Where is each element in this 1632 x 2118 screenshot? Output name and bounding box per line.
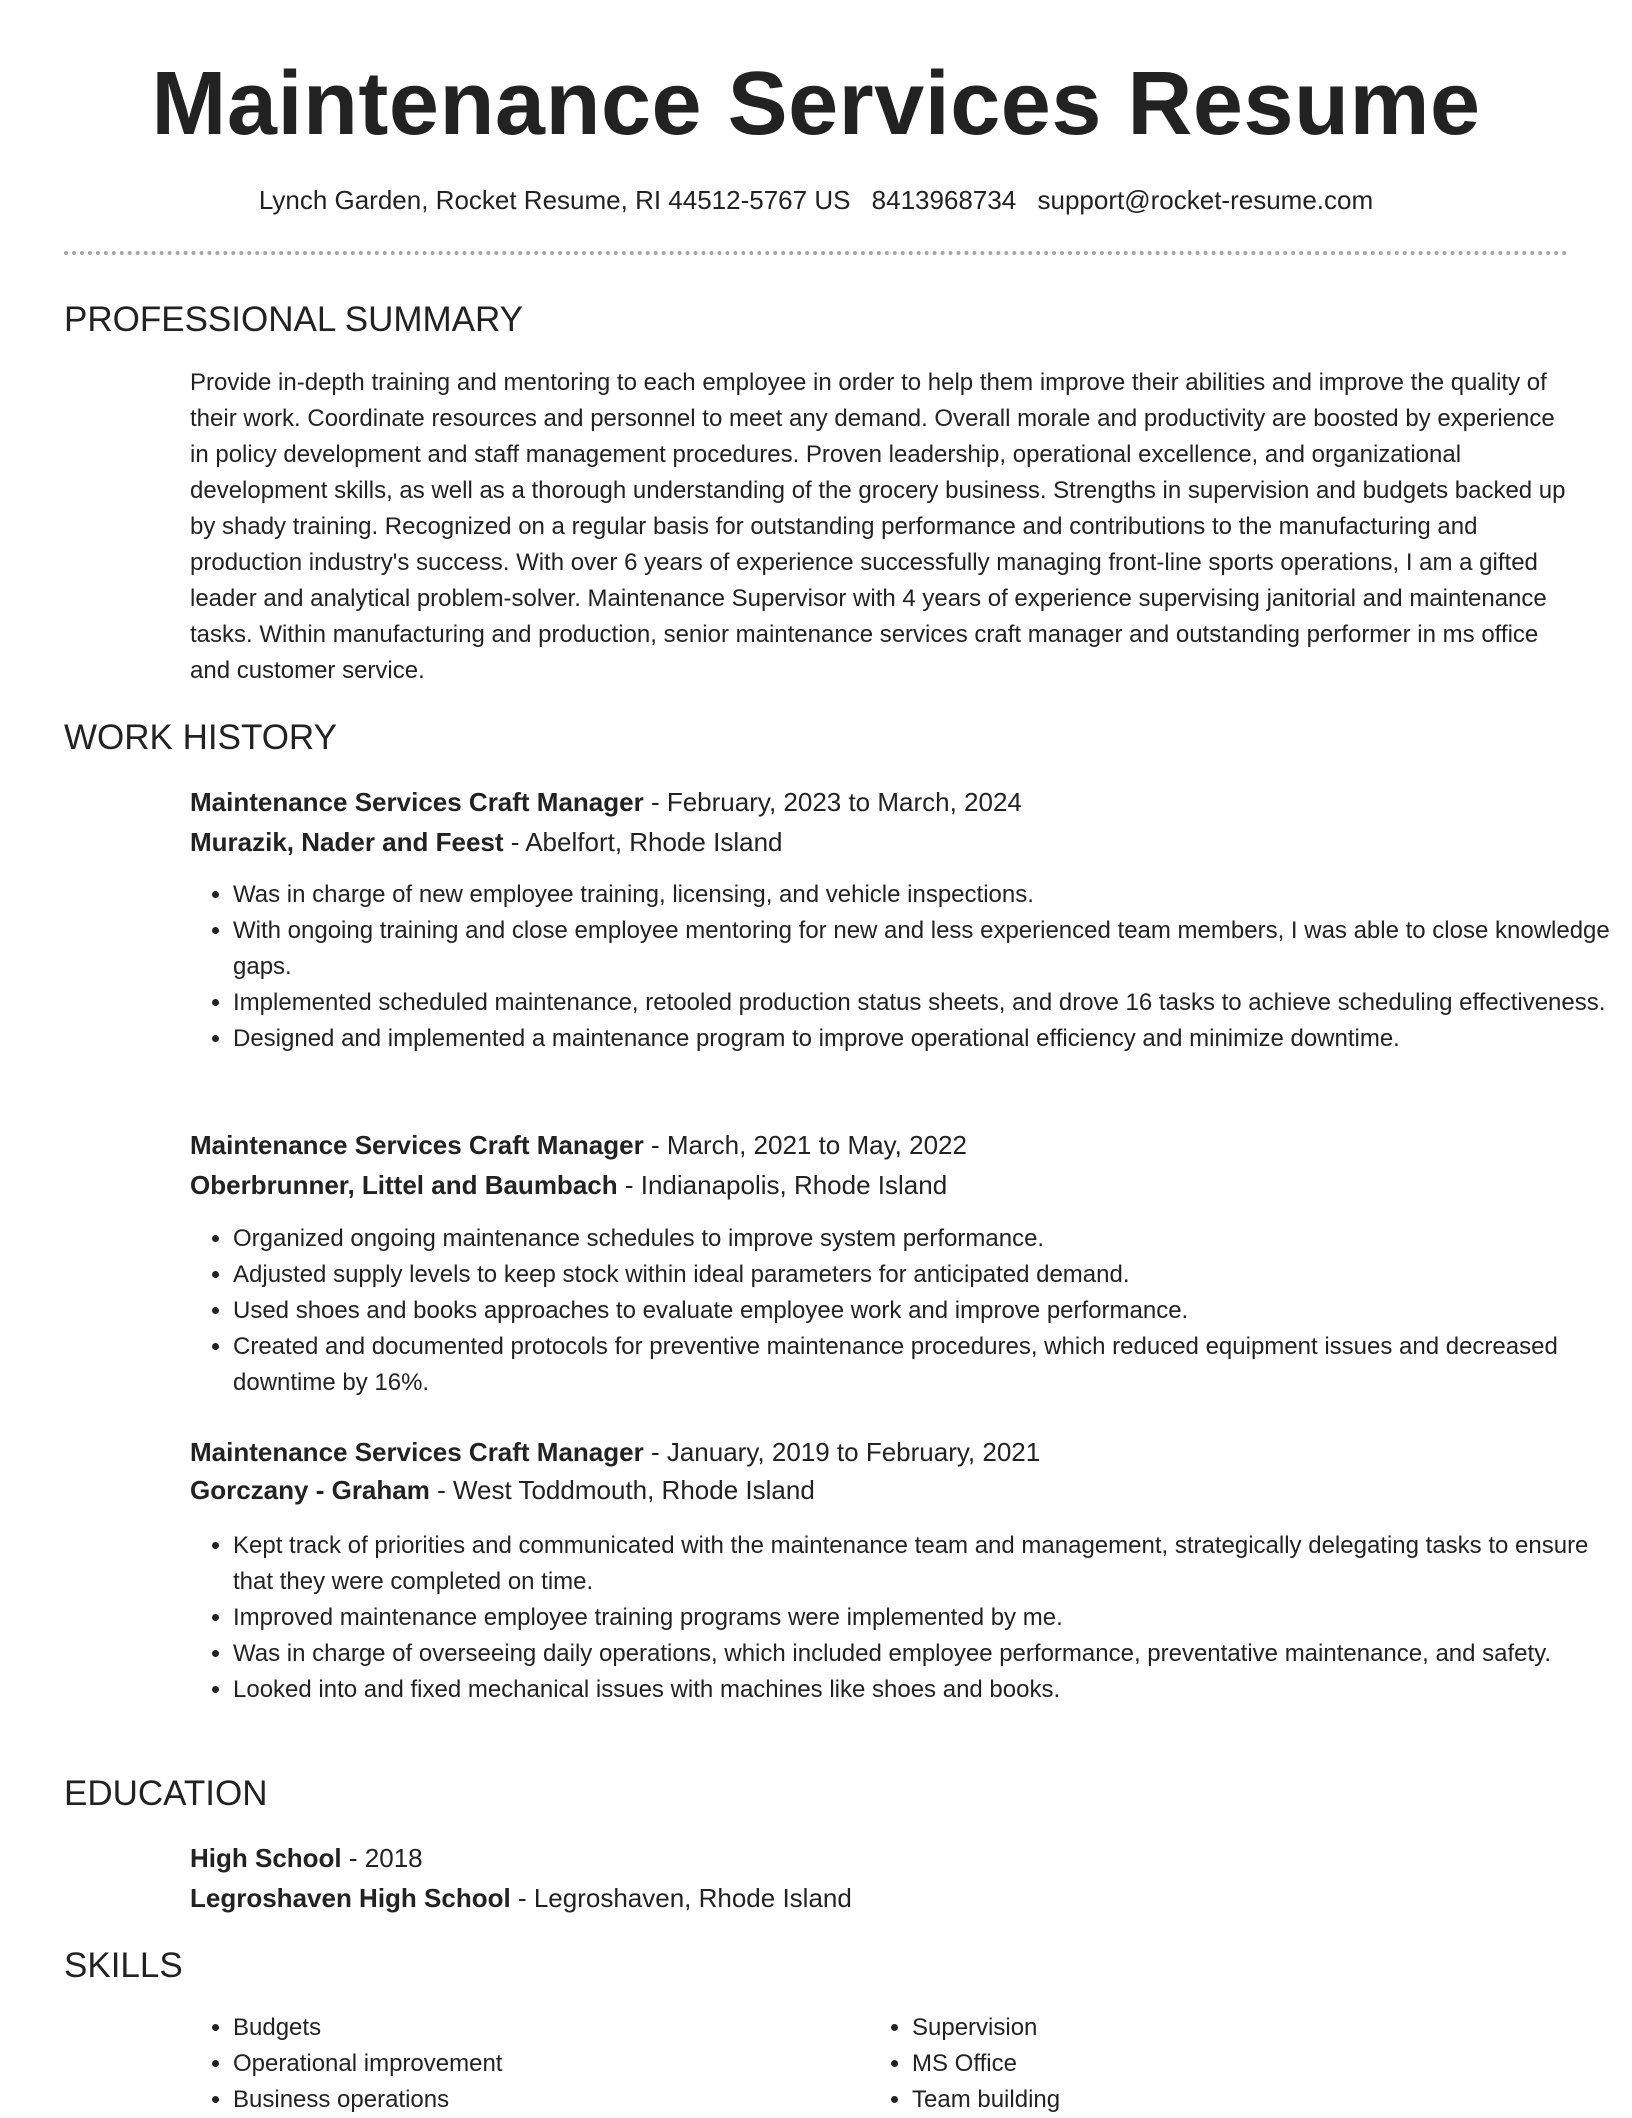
education-school-line [190, 1879, 852, 1917]
contact-address: Lynch Garden, Rocket Resume, RI 44512-5767 US [258, 185, 851, 215]
contact-line [0, 182, 1632, 218]
job-company-line [190, 1166, 947, 1204]
list-item: • Designed and implemented a maintenance program to improve operational efficiency and minimize downtime. [233, 1021, 1613, 1057]
job-company: Oberbrunner, Littel and Baumbach [190, 1170, 618, 1200]
skill-item: • Business operations [233, 2082, 793, 2118]
job-company-line [190, 1471, 815, 1509]
list-item: • Created and documented protocols for preventive maintenance procedures, which reduced equipment issues and decreased downtime by 16%. [233, 1329, 1613, 1401]
list-item: • Was in charge of overseeing daily operations, which included employee performance, preventative maintenance, and safety. [233, 1636, 1613, 1672]
job-company-line [190, 823, 783, 861]
job-location: - Abelfort, Rhode Island [503, 827, 783, 857]
list-item: • Organized ongoing maintenance schedules to improve system performance. [233, 1221, 1613, 1257]
education-location: - Legroshaven, Rhode Island [510, 1883, 852, 1913]
list-item: • Adjusted supply levels to keep stock within ideal parameters for anticipated demand. [233, 1257, 1613, 1293]
job-dates: - January, 2019 to February, 2021 [643, 1437, 1041, 1467]
education-school: Legroshaven High School [190, 1883, 511, 1913]
job-dates: - March, 2021 to May, 2022 [643, 1130, 967, 1160]
job-bullets [190, 1221, 1613, 1401]
list-item: • Implemented scheduled maintenance, retooled production status sheets, and drove 16 tasks to achieve scheduling effectiveness. [233, 985, 1613, 1021]
job-location: - West Toddmouth, Rhode Island [429, 1475, 815, 1505]
job-title-line [190, 1433, 1040, 1471]
education-degree-line [190, 1839, 423, 1877]
summary-heading: PROFESSIONAL SUMMARY [64, 300, 523, 339]
job-company: Murazik, Nader and Feest [190, 827, 504, 857]
job-title: Maintenance Services Craft Manager [190, 1437, 644, 1467]
job-title-line [190, 783, 1022, 821]
education-degree: High School [190, 1843, 342, 1873]
skills-list-right [869, 2010, 1472, 2118]
job-dates: - February, 2023 to March, 2024 [643, 787, 1022, 817]
job-title-line [190, 1126, 967, 1164]
skill-item: • MS Office [912, 2046, 1472, 2082]
skill-item: • Team building [912, 2082, 1472, 2118]
list-item: • With ongoing training and close employee mentoring for new and less experienced team members, I was able to close knowledge gaps. [233, 913, 1613, 985]
education-heading: EDUCATION [64, 1774, 268, 1813]
skill-item: • Operational improvement [233, 2046, 793, 2082]
list-item: • Improved maintenance employee training programs were implemented by me. [233, 1600, 1613, 1636]
contact-email: support@rocket-resume.com [1037, 185, 1374, 215]
contact-phone: 8413968734 [871, 185, 1017, 215]
summary-text: Provide in-depth training and mentoring to each employee in order to help them improve their abilities and improve the quality of their work. Coordinate resources and personnel to meet any demand. Overall morale and productivity are boosted by experience in policy development and staff management procedures. Proven leadership, operational excellence, and organizational development skills, as well as a thorough understanding of the grocery business. Strengths in supervision and budgets backed up by shady training. Recognized on a regular basis for outstanding performance and contributions to the manufacturing and production industry's success. With over 6 years of experience successfully managing front-line sports operations, I am a gifted leader and analytical problem-solver. Maintenance Supervisor with 4 years of experience supervising janitorial and maintenance tasks. Within manufacturing and production, senior maintenance services craft manager and outstanding performer in ms office and customer service. [190, 369, 1566, 684]
skills-list-left [190, 2010, 793, 2118]
skill-item: • Supervision [912, 2010, 1472, 2046]
job-bullets [190, 877, 1613, 1057]
skill-item: • Budgets [233, 2010, 793, 2046]
list-item: • Looked into and fixed mechanical issues with machines like shoes and books. [233, 1672, 1613, 1708]
job-bullets [190, 1528, 1613, 1708]
job-company: Gorczany - Graham [190, 1475, 430, 1505]
list-item: • Was in charge of new employee training, licensing, and vehicle inspections. [233, 877, 1613, 913]
work-history-heading: WORK HISTORY [64, 718, 337, 757]
job-title: Maintenance Services Craft Manager [190, 1130, 644, 1160]
resume-title: Maintenance Services Resume [151, 54, 1481, 154]
education-year: - 2018 [341, 1843, 423, 1873]
list-item: • Kept track of priorities and communicated with the maintenance team and management, strategically delegating tasks to ensure that they were completed on time. [233, 1528, 1613, 1600]
job-title: Maintenance Services Craft Manager [190, 787, 644, 817]
job-location: - Indianapolis, Rhode Island [617, 1170, 948, 1200]
list-item: • Used shoes and books approaches to evaluate employee work and improve performance. [233, 1293, 1613, 1329]
skills-heading: SKILLS [64, 1946, 183, 1985]
header-divider [64, 251, 1568, 255]
